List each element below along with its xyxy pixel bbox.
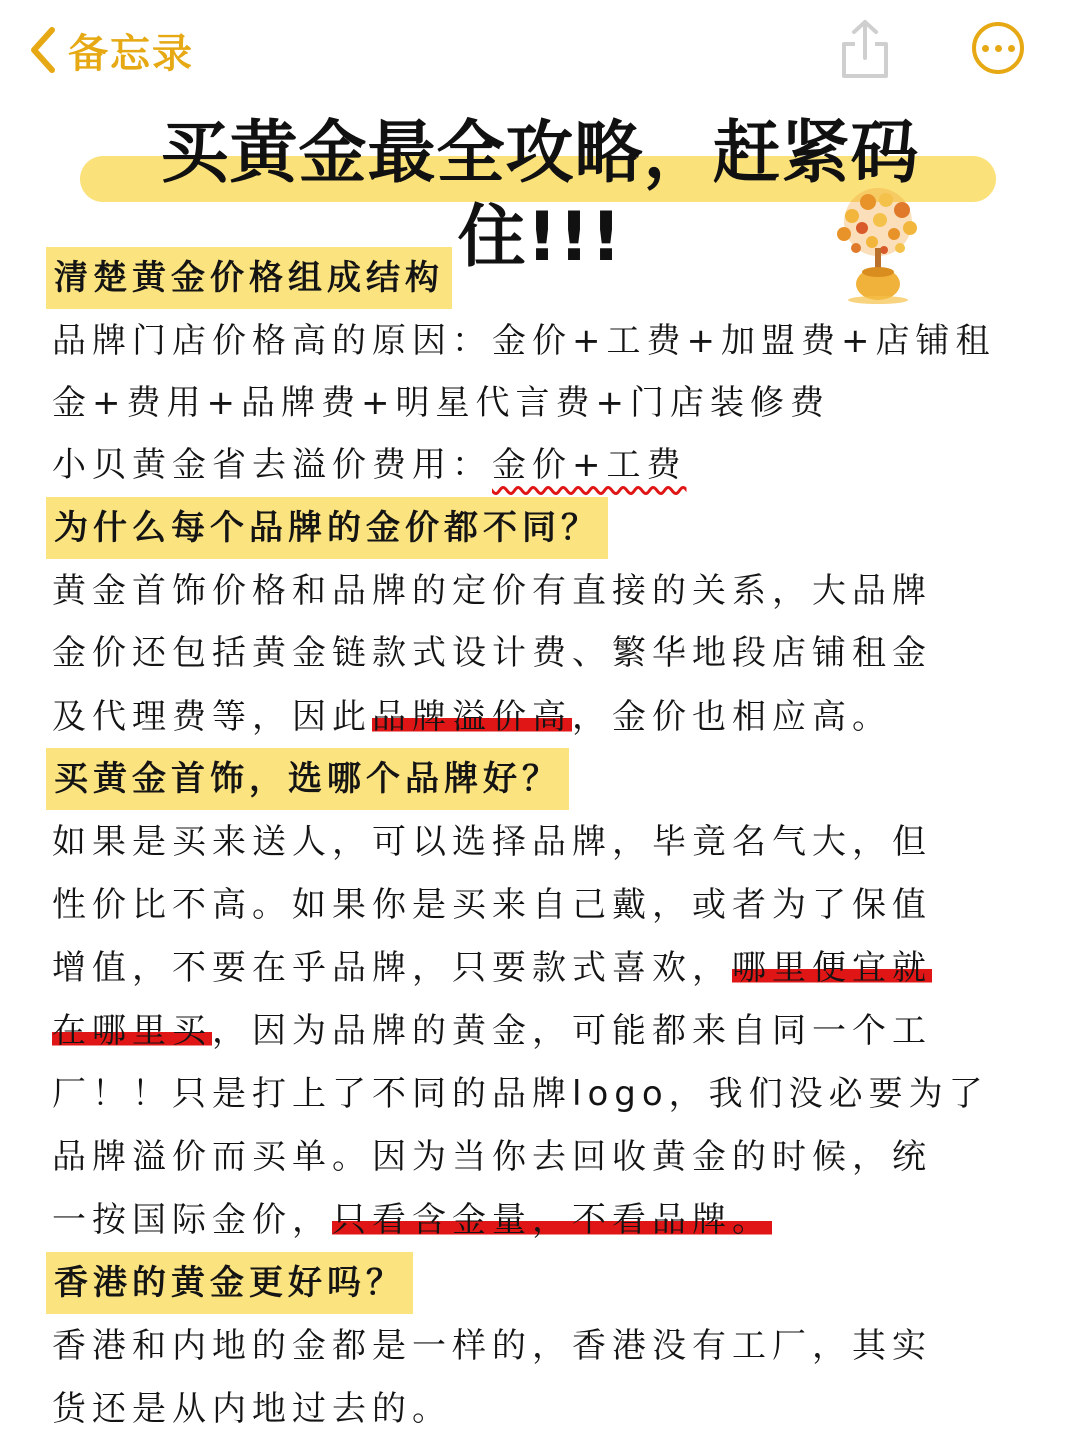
section-heading: 为什么每个品牌的金价都不同？: [46, 497, 608, 559]
text-line: 货还是从内地过去的。: [52, 1389, 452, 1429]
text-line: 小贝黄金省去溢价费用：金价+工费: [52, 445, 687, 485]
text-line: 香港和内地的金都是一样的，香港没有工厂，其实: [52, 1326, 932, 1366]
section-heading: 买黄金首饰，选哪个品牌好？: [46, 748, 569, 810]
text-line: 金+费用+品牌费+明星代言费+门店装修费: [52, 383, 830, 423]
red-highlight-mark: 在哪里买: [52, 1011, 212, 1051]
text-line: 如果是买来送人，可以选择品牌，毕竟名气大，但: [52, 822, 932, 862]
wavy-underline-mark: 金价+工费: [492, 445, 687, 485]
red-highlight-mark: 品牌溢价高: [372, 697, 572, 737]
text-line: 黄金首饰价格和品牌的定价有直接的关系，大品牌: [52, 571, 932, 611]
text-line: 厂！！只是打上了不同的品牌logo，我们没必要为了: [52, 1074, 989, 1114]
text-line: 在哪里买，因为品牌的黄金，可能都来自同一个工: [52, 1011, 932, 1051]
red-highlight-mark: 只看含金量，不看品牌。: [332, 1200, 772, 1240]
red-highlight-mark: 哪里便宜就: [732, 948, 932, 988]
page-title: 买黄金最全攻略，赶紧码住!!!: [160, 114, 920, 277]
section-heading: 清楚黄金价格组成结构: [46, 247, 452, 309]
text-line: 品牌溢价而买单。因为当你去回收黄金的时候，统: [52, 1137, 932, 1177]
text-line: 及代理费等，因此品牌溢价高，金价也相应高。: [52, 697, 892, 737]
text-line: 一按国际金价，只看含金量，不看品牌。: [52, 1200, 772, 1240]
text-line: 增值，不要在乎品牌，只要款式喜欢，哪里便宜就: [52, 948, 932, 988]
text-line: 金价还包括黄金链款式设计费、繁华地段店铺租金: [52, 633, 932, 673]
text-line: 品牌门店价格高的原因：金价+工费+加盟费+店铺租: [52, 321, 996, 361]
section-heading: 香港的黄金更好吗？: [46, 1252, 413, 1314]
text-line: 性价比不高。如果你是买来自己戴，或者为了保值: [52, 885, 932, 925]
back-label: 备忘录: [68, 30, 194, 77]
